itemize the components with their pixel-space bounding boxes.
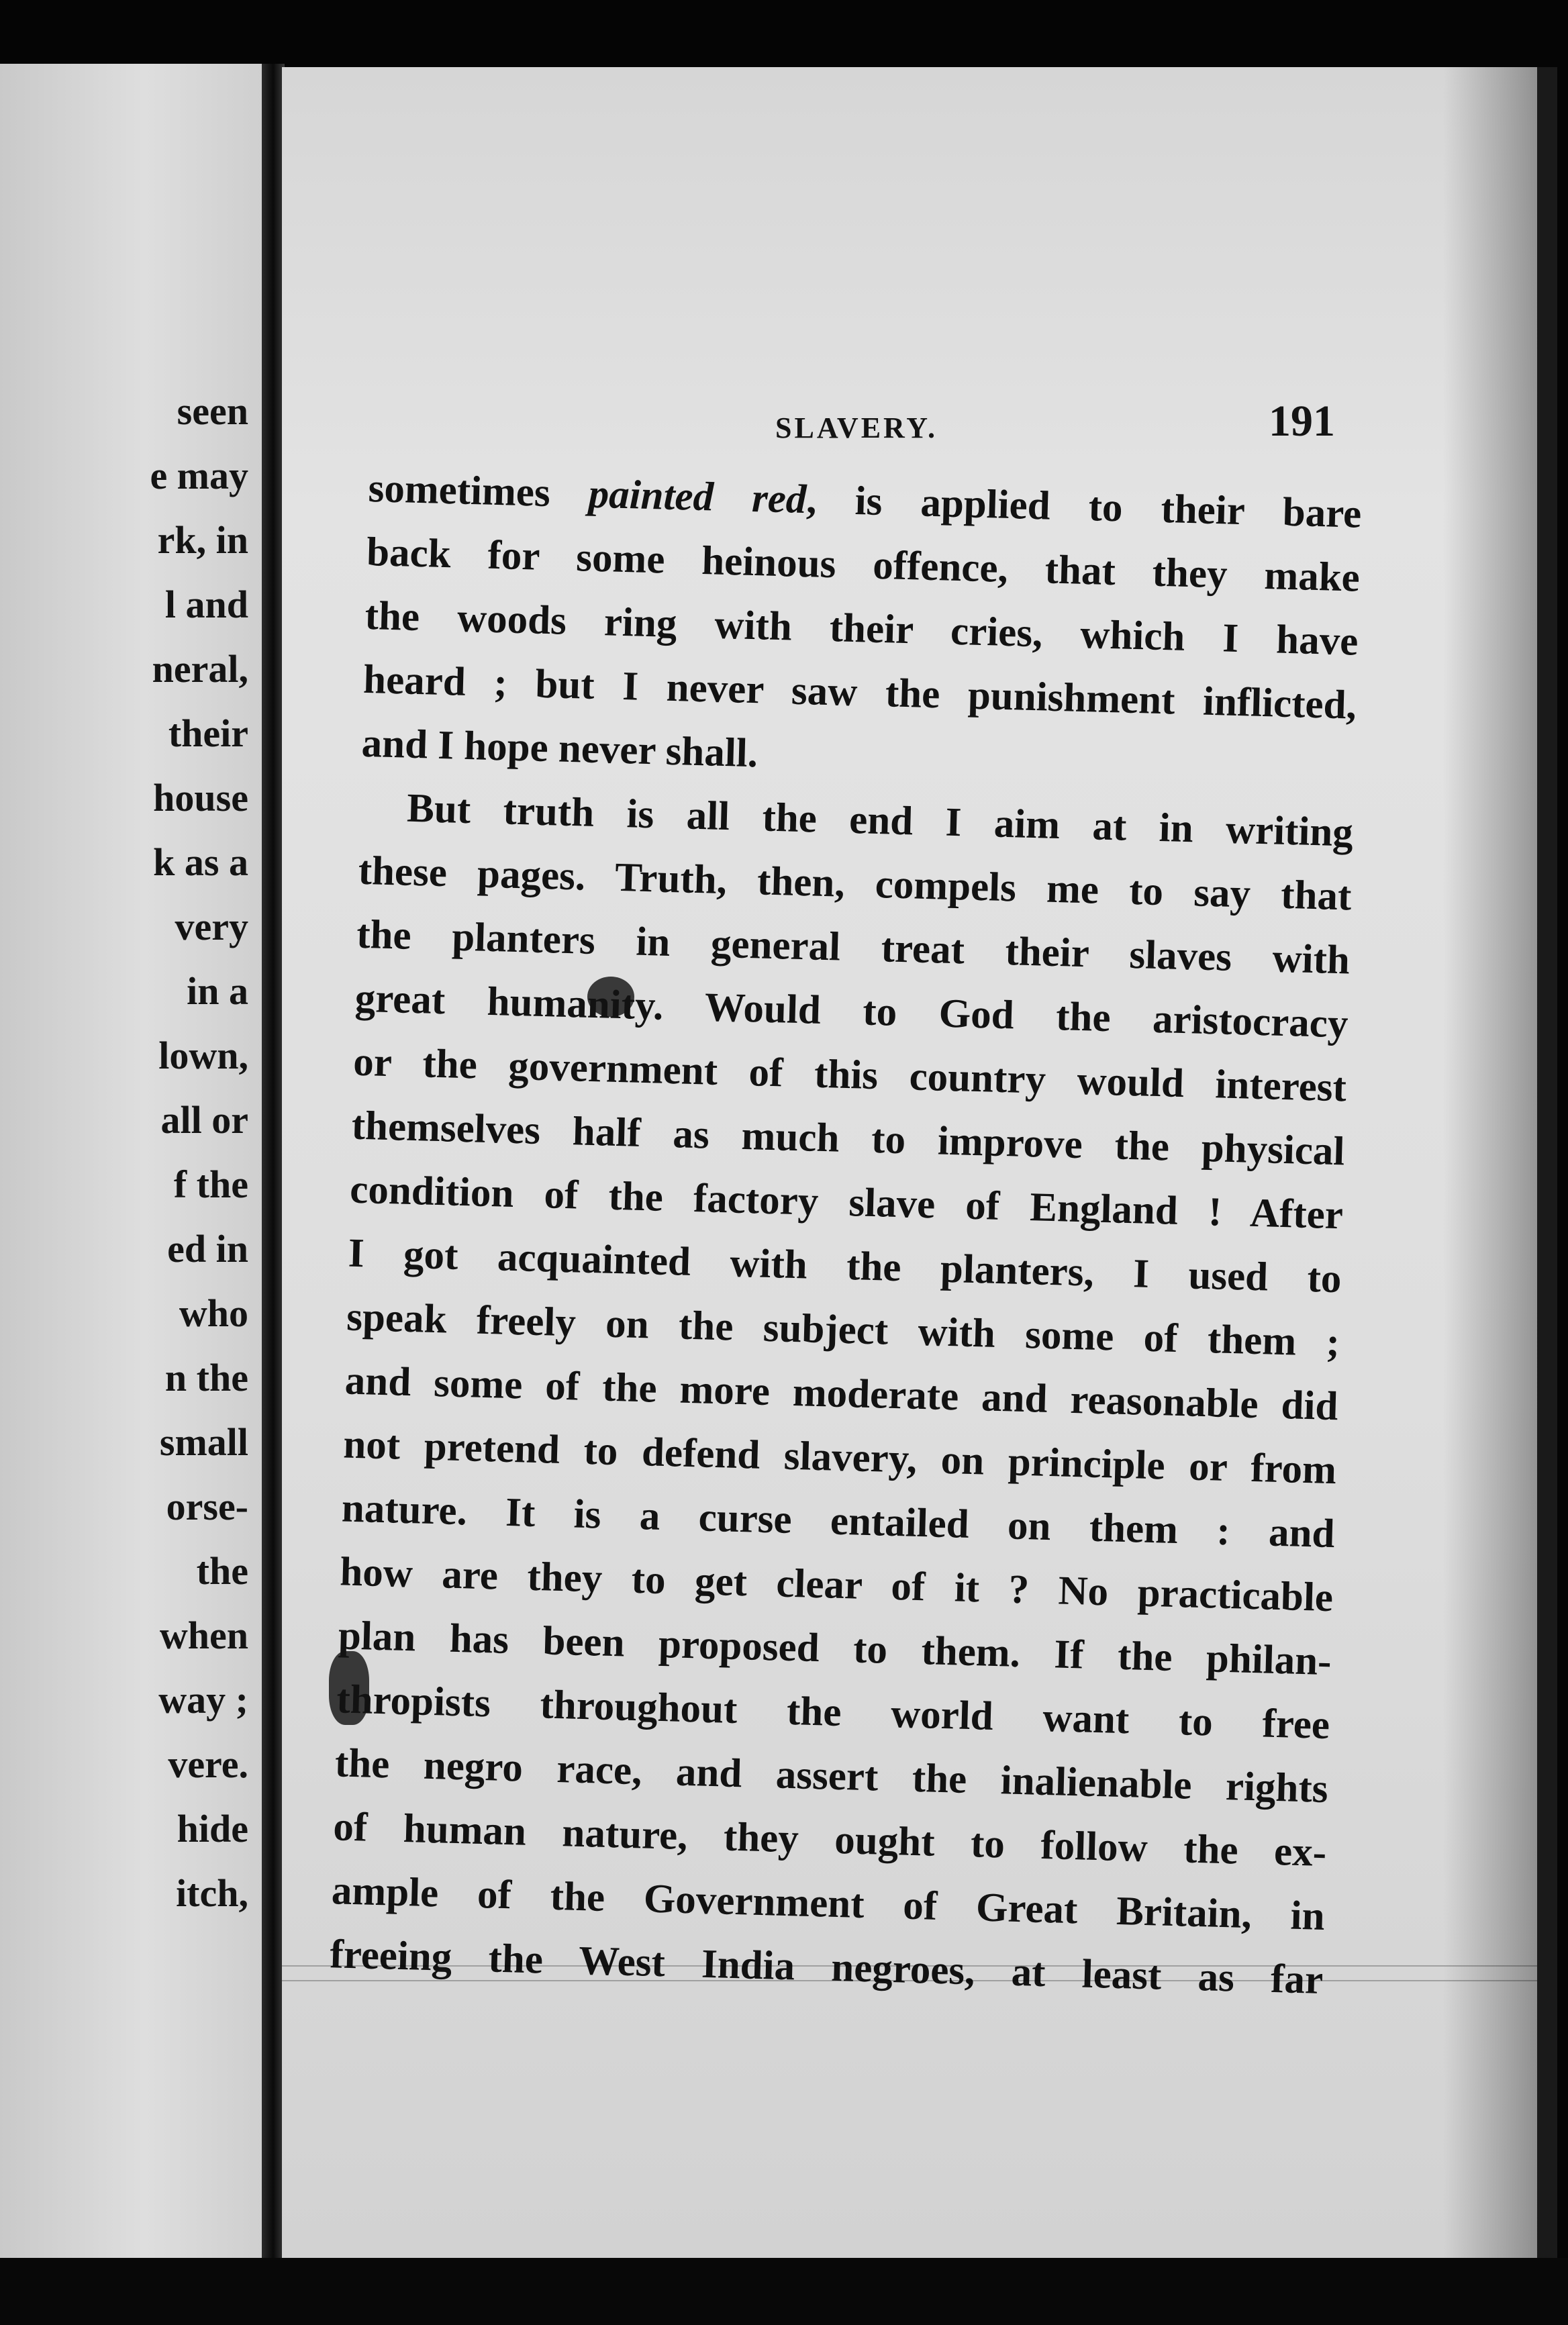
previous-page-line: neral, bbox=[152, 647, 248, 691]
text-line: these pages. Truth, then, compels me to say that bbox=[357, 848, 1353, 920]
previous-page-line: very bbox=[175, 905, 248, 948]
previous-page-line: who bbox=[179, 1291, 248, 1335]
text-line: heard ; but I never saw the punishment inflicted, bbox=[362, 656, 1357, 728]
text-line: speak freely on the subject with some of them ; bbox=[346, 1294, 1340, 1366]
italic-phrase: painted red bbox=[587, 471, 807, 523]
previous-page-line: vere. bbox=[168, 1742, 248, 1786]
text-line: the planters in general treat their slaves with bbox=[356, 911, 1351, 983]
paragraph bbox=[329, 775, 1354, 2012]
previous-page-line: l and bbox=[164, 583, 248, 626]
previous-page-line: e may bbox=[150, 454, 248, 497]
text-line: nature. It is a curse entailed on them : and bbox=[341, 1485, 1336, 1557]
text-line: condition of the factory slave of England ! After bbox=[349, 1167, 1344, 1238]
text-line: freeing the West India negroes, at least as far bbox=[329, 1932, 1324, 2003]
text-line: ample of the Government of Great Britain, in bbox=[331, 1868, 1326, 1939]
previous-page-line: hide bbox=[177, 1807, 248, 1850]
text-line: and some of the more moderate and reasonable did bbox=[344, 1358, 1339, 1430]
previous-page-line: when bbox=[159, 1614, 248, 1657]
scanner-artifact-line bbox=[282, 1980, 1537, 1981]
previous-page-line: seen bbox=[177, 389, 248, 433]
text-line: of human nature, they ought to follow the ex- bbox=[332, 1804, 1327, 1876]
text-line: and I hope never shall. bbox=[360, 720, 758, 777]
previous-page-fragment bbox=[0, 64, 262, 2265]
previous-page-line: k as a bbox=[153, 840, 248, 884]
text-line: But truth is all the end I aim at in writing bbox=[406, 785, 1354, 856]
current-page bbox=[282, 67, 1557, 2262]
previous-page-line: ed in bbox=[167, 1227, 248, 1271]
book-gutter bbox=[262, 64, 285, 2279]
text-line: themselves half as much to improve the physical bbox=[351, 1103, 1346, 1175]
scan-top-border bbox=[0, 0, 1568, 64]
body-text bbox=[329, 456, 1362, 2012]
text-line: or the government of this country would interest bbox=[352, 1039, 1347, 1111]
previous-page-line: small bbox=[159, 1420, 248, 1464]
text-line: I got acquainted with the planters, I used to bbox=[348, 1230, 1342, 1302]
page-edge-shadow bbox=[1443, 67, 1537, 2262]
previous-page-line: n the bbox=[164, 1356, 248, 1399]
text-line: the woods ring with their cries, which I have bbox=[364, 593, 1359, 664]
previous-page-line: their bbox=[168, 711, 248, 755]
text-line: plan has been proposed to them. If the philan- bbox=[338, 1613, 1332, 1685]
scan-bottom-border bbox=[0, 2258, 1568, 2325]
text-line: how are they to get clear of it ? No practicable bbox=[339, 1549, 1334, 1621]
paragraph bbox=[361, 456, 1363, 801]
text-line: the negro race, and assert the inalienable rights bbox=[334, 1740, 1329, 1812]
text-line: not pretend to defend slavery, on principle or from bbox=[342, 1422, 1337, 1493]
previous-page-text bbox=[150, 379, 248, 1926]
scanner-artifact-line bbox=[282, 1965, 1537, 1967]
text-line: sometimes painted red, is applied to their bare bbox=[367, 465, 1363, 537]
page-number: 191 bbox=[1269, 397, 1335, 446]
text-line: thropists throughout the world want to free bbox=[336, 1677, 1330, 1748]
previous-page-line: in a bbox=[187, 969, 248, 1013]
previous-page-line: the bbox=[196, 1549, 248, 1593]
previous-page-line: rk, in bbox=[157, 518, 248, 562]
previous-page-line: house bbox=[153, 776, 248, 820]
previous-page-line: lown, bbox=[158, 1034, 248, 1077]
previous-page-line: orse- bbox=[166, 1485, 248, 1528]
running-head-title: SLAVERY. bbox=[775, 411, 938, 444]
text-line: back for some heinous offence, that they make bbox=[366, 529, 1361, 601]
previous-page-line: all or bbox=[160, 1098, 248, 1142]
previous-page-line: itch, bbox=[176, 1871, 248, 1915]
previous-page-line: f the bbox=[173, 1162, 248, 1206]
previous-page-line: way ; bbox=[158, 1678, 248, 1722]
text-line: great humanity. Would to God the aristocracy bbox=[354, 975, 1349, 1047]
